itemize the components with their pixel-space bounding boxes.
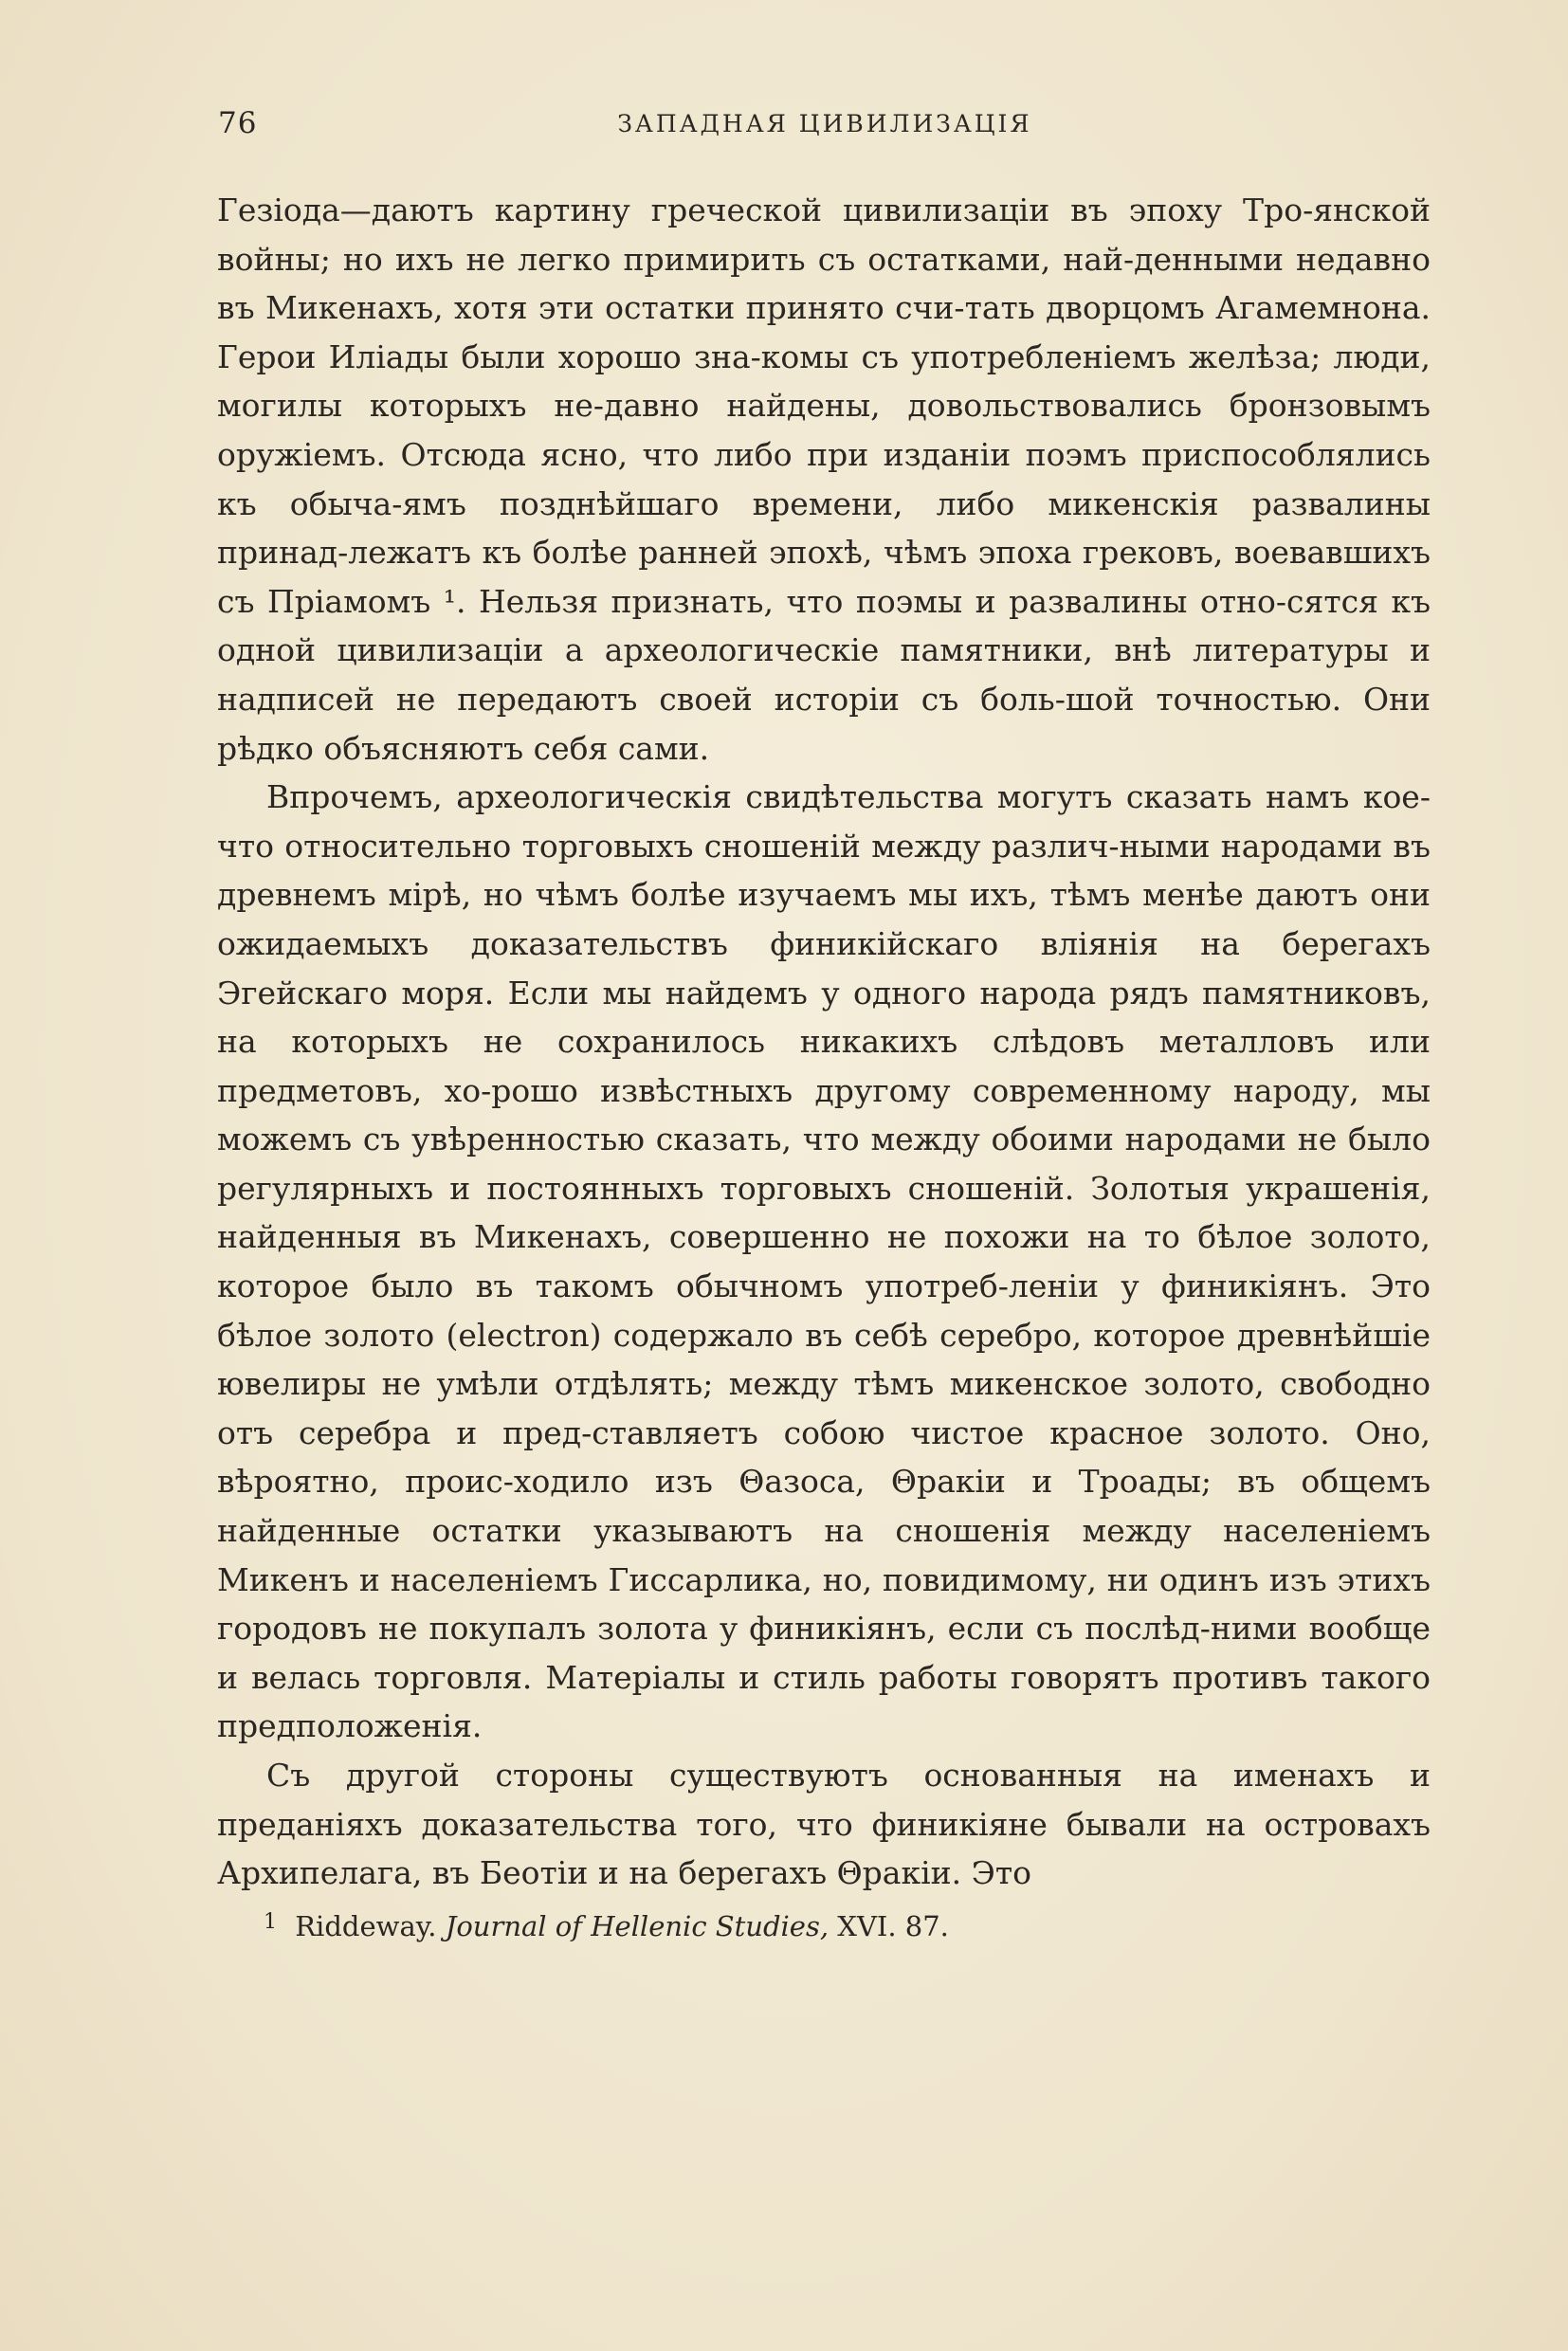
page-header: [218, 106, 1431, 154]
page-number: 76: [218, 106, 258, 140]
footnote-ref: XVI. 87.: [837, 1910, 949, 1942]
footnote-mark: 1: [264, 1910, 277, 1934]
running-head: ЗАПАДНАЯ ЦИВИЛИЗАЦІЯ: [617, 110, 1032, 137]
footnote-author: Riddeway.: [295, 1910, 437, 1942]
paragraph-3: Съ другой стороны существуютъ основанныя на именахъ и преданіяхъ доказательства того, что финикіяне бывали на островахъ Архипелага, въ Беотіи и на берегахъ Θракіи. Это: [217, 1757, 1431, 1892]
body-text: [217, 186, 1431, 1898]
footnote-journal: Journal of Hellenic Studies,: [445, 1910, 830, 1942]
paragraph-1: Гезіода—даютъ картину греческой цивилизаціи въ эпоху Тро-янской войны; но ихъ не легко примирить съ остатками, най-денными недавно въ Микенахъ, хотя эти остатки принято счи-тать дворцомъ Агамемнона. Герои Иліады были хорошо зна-комы съ употребленіемъ желѣза; люди, могилы которыхъ не-давно найдены, довольствовались бронзовымъ оружіемъ. Отсюда ясно, что либо при изданіи поэмъ приспособлялись къ обыча-ямъ позднѣйшаго времени, либо микенскія развалины принад-лежатъ къ болѣе ранней эпохѣ, чѣмъ эпоха грековъ, воевавшихъ съ Пріамомъ ¹. Нельзя признать, что поэмы и развалины отно-сятся къ одной цивилизаціи а археологическіе памятники, внѣ литературы и надписей не передаютъ своей исторіи съ боль-шой точностью. Они рѣдко объясняютъ себя сами.: [217, 191, 1431, 767]
paragraph-2: Впрочемъ, археологическія свидѣтельства могутъ сказать намъ кое-что относительно торговыхъ сношеній между различ-ными народами въ древнемъ мірѣ, но чѣмъ болѣе изучаемъ мы ихъ, тѣмъ менѣе даютъ они ожидаемыхъ доказательствъ финикійскаго вліянія на берегахъ Эгейскаго моря. Если мы найдемъ у одного народа рядъ памятниковъ, на которыхъ не сохранилось никакихъ слѣдовъ металловъ или предметовъ, хо-рошо извѣстныхъ другому современному народу, мы можемъ съ увѣренностью сказать, что между обоими народами не было регулярныхъ и постоянныхъ торговыхъ сношеній. Золотыя украшенія, найденныя въ Микенахъ, совершенно не похожи на то бѣлое золото, которое было въ такомъ обычномъ употреб-леніи у финикіянъ. Это бѣлое золото (electron) содержало въ себѣ серебро, которое древнѣйшіе ювелиры не умѣли отдѣлять; между тѣмъ микенское золото, свободно отъ серебра и пред-ставляетъ собою чистое красное золото. Оно, вѣроятно, проис-ходило изъ Θазоса, Θракіи и Троады; въ общемъ найденные остатки указываютъ на сношенія между населеніемъ Микенъ и населеніемъ Гиссарлика, но, повидимому, ни одинъ изъ этихъ городовъ не покупалъ золота у финикіянъ, если съ послѣд-ними вообще и велась торговля. Матеріалы и стиль работы говорятъ противъ такого предположенія.: [217, 778, 1431, 1745]
footnote: [264, 1904, 1401, 1945]
